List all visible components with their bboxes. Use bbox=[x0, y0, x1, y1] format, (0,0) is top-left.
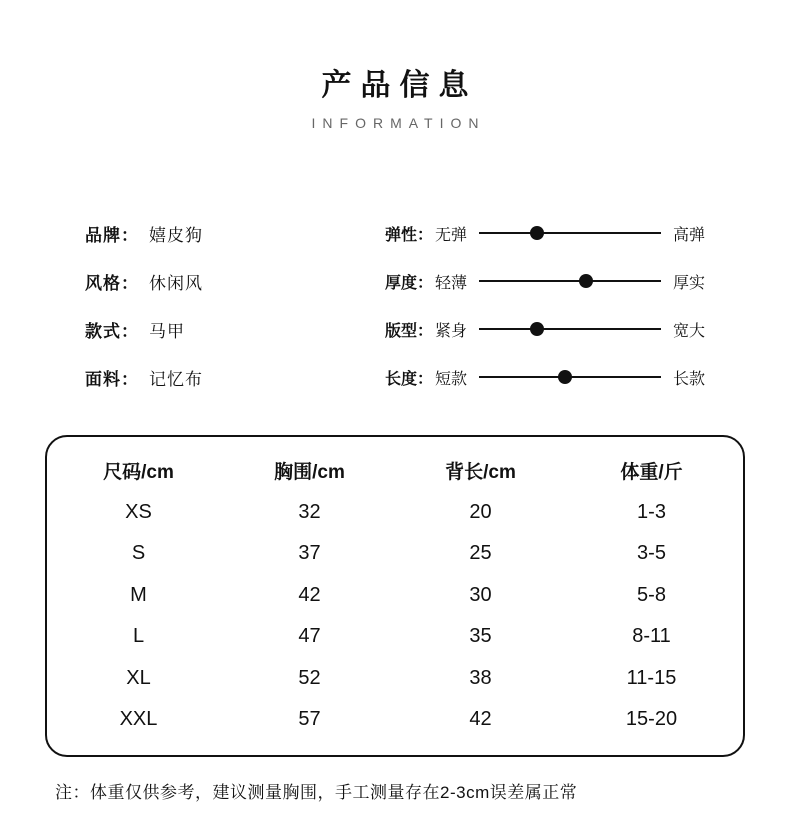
table-cell: 35 bbox=[469, 625, 492, 648]
attribute-value: 马甲 bbox=[149, 321, 185, 341]
attribute-row-brand bbox=[85, 209, 385, 257]
slider-track bbox=[479, 376, 661, 378]
slider-row-thickness bbox=[385, 257, 705, 305]
table-header-cell: 背长/cm bbox=[445, 462, 516, 484]
attribute-value: 休闲风 bbox=[149, 273, 203, 293]
table-cell: M bbox=[130, 583, 147, 606]
attribute-row-type bbox=[85, 305, 385, 353]
table-row bbox=[53, 699, 737, 741]
table-cell: XXL bbox=[119, 708, 158, 731]
table-cell: 42 bbox=[298, 583, 321, 606]
table-row bbox=[53, 533, 737, 575]
table-cell: 32 bbox=[298, 500, 321, 523]
product-attributes-section bbox=[0, 209, 790, 401]
note-text: 注：体重仅供参考，建议测量胸围，手工测量存在2-3cm误差属正常 bbox=[55, 782, 578, 802]
table-cell: S bbox=[131, 542, 146, 565]
slider-row-fit bbox=[385, 305, 705, 353]
header bbox=[0, 0, 790, 131]
slider-min-label: 短款 bbox=[435, 370, 468, 388]
table-cell: 47 bbox=[298, 625, 321, 648]
table-cell: XL bbox=[126, 666, 151, 689]
page-title: 产品信息 bbox=[321, 69, 478, 102]
attribute-value: 嬉皮狗 bbox=[149, 225, 203, 245]
slider-track bbox=[479, 328, 661, 330]
table-cell: 5-8 bbox=[637, 583, 666, 606]
slider-dot bbox=[579, 274, 593, 288]
slider-label: 版型： bbox=[385, 322, 434, 340]
attribute-row-style bbox=[85, 257, 385, 305]
table-header-cell: 体重/斤 bbox=[620, 462, 683, 484]
page-subtitle: INFORMATION bbox=[311, 115, 486, 131]
slider-label: 长度： bbox=[385, 370, 434, 388]
table-cell: 1-3 bbox=[637, 500, 666, 523]
slider-track bbox=[479, 232, 661, 234]
slider-dot bbox=[530, 226, 544, 240]
table-row bbox=[53, 658, 737, 700]
slider-max-label: 高弹 bbox=[672, 226, 705, 244]
slider-min-label: 轻薄 bbox=[435, 274, 468, 292]
size-table-header-row bbox=[53, 450, 737, 492]
slider-label: 弹性： bbox=[385, 226, 434, 244]
table-cell: 25 bbox=[469, 542, 492, 565]
table-cell: 52 bbox=[298, 666, 321, 689]
sliders-column bbox=[385, 209, 705, 401]
table-header-cell: 尺码/cm bbox=[103, 462, 174, 484]
table-row bbox=[53, 616, 737, 658]
table-cell: 15-20 bbox=[625, 708, 678, 731]
table-cell: XS bbox=[125, 500, 152, 523]
slider-dot bbox=[558, 370, 572, 384]
attribute-label: 面料： bbox=[85, 369, 139, 389]
slider-min-label: 紧身 bbox=[435, 322, 468, 340]
table-header-cell: 胸围/cm bbox=[274, 462, 345, 484]
slider-max-label: 厚实 bbox=[672, 274, 705, 292]
attribute-label: 风格： bbox=[85, 273, 139, 293]
table-row bbox=[53, 492, 737, 534]
slider-min-label: 无弹 bbox=[435, 226, 468, 244]
table-row bbox=[53, 575, 737, 617]
attribute-label: 款式： bbox=[85, 321, 139, 341]
table-cell: 42 bbox=[469, 708, 492, 731]
slider-dot bbox=[530, 322, 544, 336]
table-cell: 8-11 bbox=[632, 625, 671, 648]
table-cell: 37 bbox=[298, 542, 321, 565]
slider-max-label: 长款 bbox=[672, 370, 705, 388]
table-cell: 11-15 bbox=[626, 666, 677, 689]
table-cell: L bbox=[132, 625, 145, 648]
table-cell: 3-5 bbox=[637, 542, 666, 565]
attribute-label: 品牌： bbox=[85, 225, 139, 245]
size-table bbox=[45, 435, 745, 757]
table-cell: 30 bbox=[469, 583, 492, 606]
attributes-column bbox=[85, 209, 385, 401]
slider-track bbox=[479, 280, 661, 282]
attribute-row-fabric bbox=[85, 353, 385, 401]
slider-label: 厚度： bbox=[385, 274, 434, 292]
slider-row-length bbox=[385, 353, 705, 401]
table-cell: 57 bbox=[298, 708, 321, 731]
attribute-value: 记忆布 bbox=[149, 369, 203, 389]
table-cell: 20 bbox=[469, 500, 492, 523]
slider-row-elasticity bbox=[385, 209, 705, 257]
slider-max-label: 宽大 bbox=[672, 322, 705, 340]
table-cell: 38 bbox=[469, 666, 492, 689]
